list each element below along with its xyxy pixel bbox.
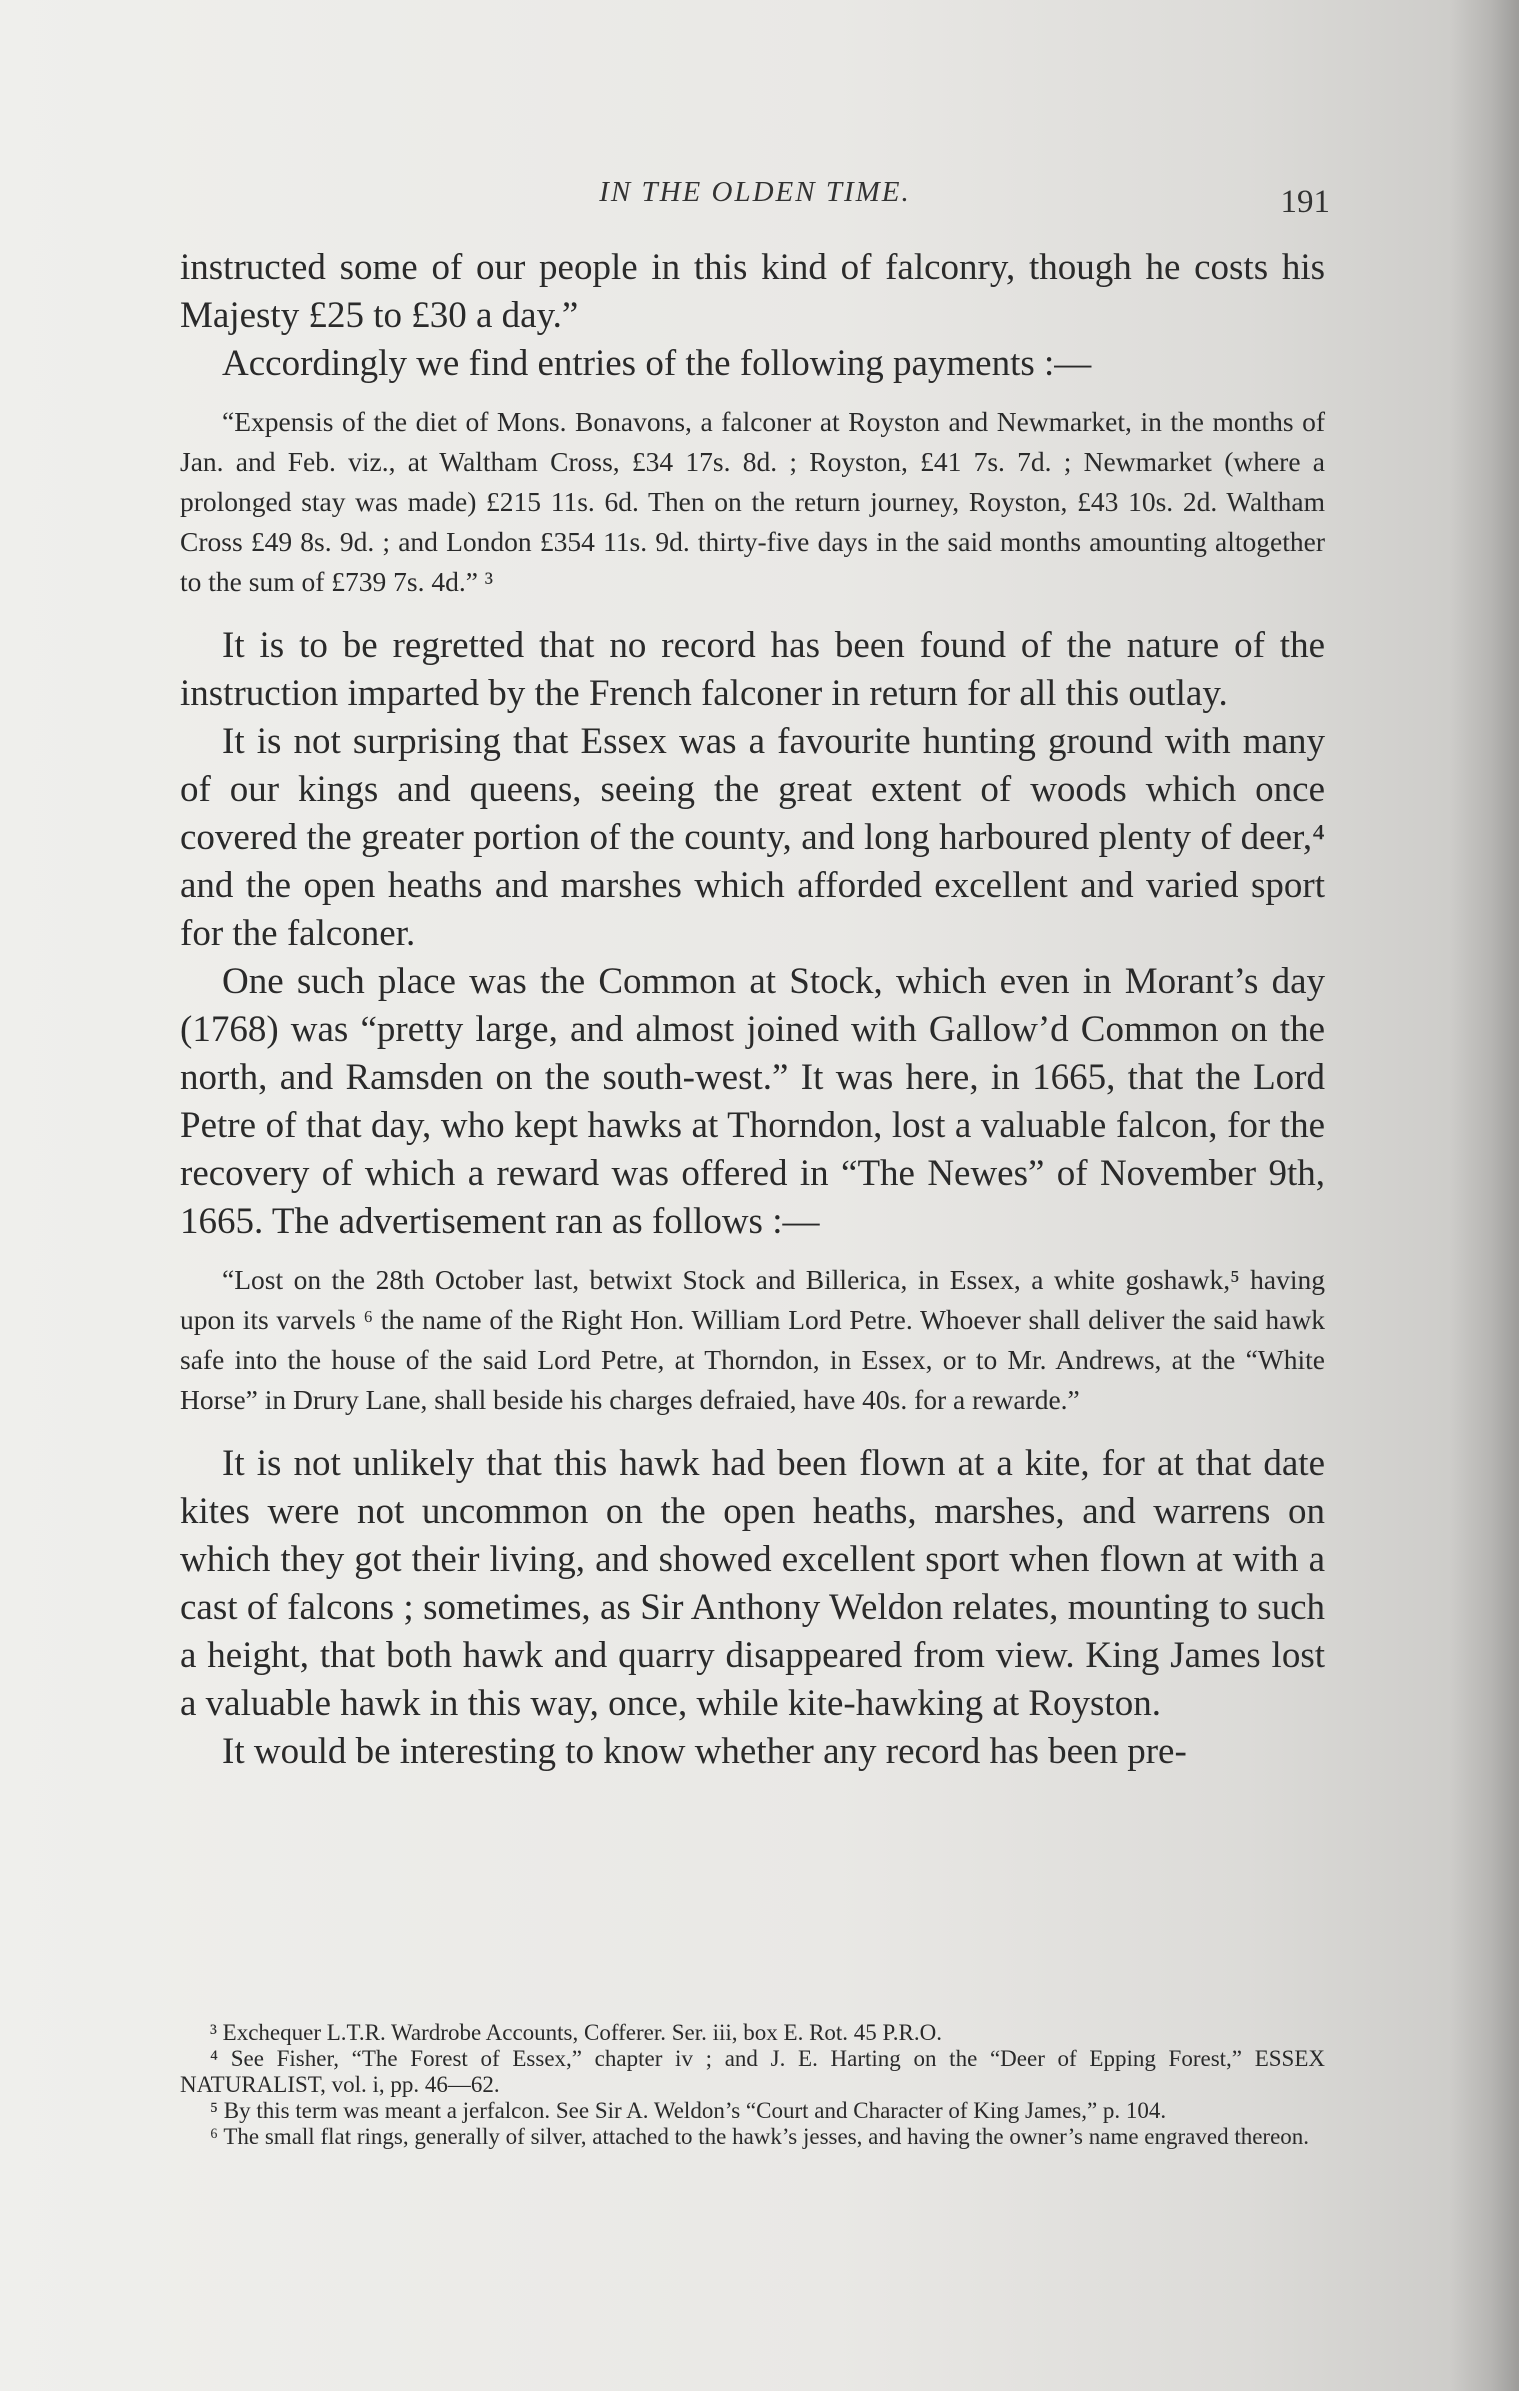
page-number: 191 — [1280, 184, 1330, 220]
body-text — [180, 244, 1325, 1776]
footnote-6: ⁶ The small flat rings, generally of silver, attached to the hawk’s jesses, and having the owner’s name engraved thereon. — [210, 2124, 1310, 2149]
quote-advertisement: “Lost on the 28th October last, betwixt Stock and Billerica, in Essex, a white goshawk,⁵ having upon its varvels ⁶ the name of the Right Hon. William Lord Petre. Whoever shall deliver the said hawk safe into the house of the said Lord Petre, at Thorndon, in Essex, or to Mr. Andrews, at the “White Horse” in Drury Lane, shall beside his charges defraied, have 40s. for a rewarde.” — [180, 1264, 1325, 1415]
paragraph-essex: It is not surprising that Essex was a favourite hunting ground with many of our kings and queens, seeing the great extent of woods which once covered the greater portion of the county, and long harboured plenty of deer,⁴ and the open heaths and marshes which afforded excellent and varied sport for the falconer. — [180, 721, 1325, 954]
paragraph-record: It would be interesting to know whether any record has been pre- — [222, 1731, 1187, 1772]
paragraph-regret: It is to be regretted that no record has been found of the nature of the instruction imparted by the French falconer in return for all this outlay. — [180, 625, 1325, 714]
page-header — [180, 176, 1330, 226]
paragraph-payments-intro: Accordingly we find entries of the following payments :— — [222, 343, 1092, 384]
paragraph-stock-common: One such place was the Common at Stock, which even in Morant’s day (1768) was “pretty large, and almost joined with Gallow’d Common on the north, and Ramsden on the south-west.” It was here, in 1665, that the Lord Petre of that day, who kept hawks at Thorndon, lost a valuable falcon, for the recovery of which a reward was offered in “The Newes” of November 9th, 1665. The advertisement ran as follows :— — [180, 961, 1325, 1242]
paragraph-continuation: instructed some of our people in this kind of falconry, though he costs his Majesty £25 to £30 a day.” — [180, 247, 1325, 336]
footnote-4: ⁴ See Fisher, “The Forest of Essex,” chapter iv ; and J. E. Harting on the “Deer of Epping Forest,” ESSEX NATURALIST, vol. i, pp. 46—62. — [180, 2046, 1325, 2097]
quote-expenses: “Expensis of the diet of Mons. Bonavons, a falconer at Royston and Newmarket, in the months of Jan. and Feb. viz., at Waltham Cross, £34 17s. 8d. ; Royston, £41 7s. 7d. ; Newmarket (where a prolonged stay was made) £215 11s. 6d. Then on the return journey, Royston, £43 10s. 2d. Waltham Cross £49 8s. 9d. ; and London £354 11s. 9d. thirty-five days in the said months amounting altogether to the sum of £739 7s. 4d.” ³ — [180, 406, 1325, 597]
footnotes — [180, 2020, 1325, 2150]
footnote-5: ⁵ By this term was meant a jerfalcon. See Sir A. Weldon’s “Court and Character of King James,” p. 104. — [210, 2098, 1167, 2123]
paragraph-kite: It is not unlikely that this hawk had been flown at a kite, for at that date kites were not uncommon on the open heaths, marshes, and warrens on which they got their living, and showed excellent sport when flown at with a cast of falcons ; sometimes, as Sir Anthony Weldon relates, mounting to such a height, that both hawk and quarry disappeared from view. King James lost a valuable hawk in this way, once, while kite-hawking at Royston. — [180, 1443, 1325, 1724]
page-edge-shadow — [1449, 0, 1519, 2391]
footnote-3: ³ Exchequer L.T.R. Wardrobe Accounts, Cofferer. Ser. iii, box E. Rot. 45 P.R.O. — [210, 2020, 942, 2045]
running-head: IN THE OLDEN TIME. — [599, 176, 911, 208]
